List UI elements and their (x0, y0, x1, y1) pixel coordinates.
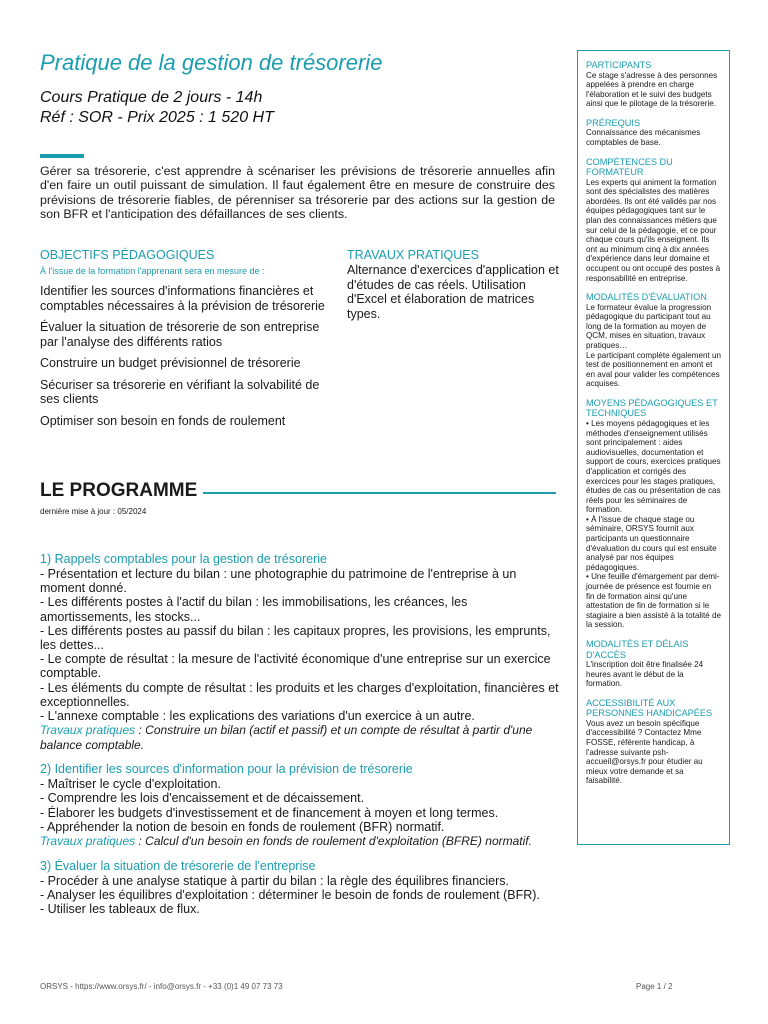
programme-module (40, 552, 560, 752)
sidebar-section-title: MOYENS PÉDAGOGIQUES ET TECHNIQUES (586, 397, 718, 419)
sidebar-section-text: Ce stage s'adresse à des personnes appelées à prendre en charge l'élaboration et le suivi des budgets ainsi que le pilotage de la trésorerie. (586, 70, 718, 109)
sidebar-section-title: MODALITÉS D'ÉVALUATION (586, 292, 707, 303)
module-line: - Les éléments du compte de résultat : les produits et les charges d'exploitation, financières et exceptionnelles. (40, 680, 559, 709)
module-practical-label: Travaux pratiques (40, 723, 136, 738)
sidebar-section-text: Le formateur évalue la progression pédagogique du participant tout au long de la formation au moyen de QCM, mises en situation, travaux pratiques… Le participant complète également un test de positionnement en amont et en aval pour valider les compétences acquises. (586, 302, 721, 389)
module-line: - Présentation et lecture du bilan : une photographie du patrimoine de l'entreprise à un moment donné. (40, 567, 517, 596)
objective-item: Optimiser son besoin en fonds de roulement (40, 413, 286, 428)
course-title: Pratique de la gestion de trésorerie (40, 50, 383, 75)
course-reference-price: Réf : SOR - Prix 2025 : 1 520 HT (40, 109, 274, 126)
sidebar-section-text: Connaissance des mécanismes comptables de base. (586, 128, 701, 147)
sidebar-section (586, 639, 721, 689)
sidebar-section-text: Les experts qui animent la formation sont des spécialistes des matières abordées. Ils ont été validés par nos équipes pédagogiques tant sur le plan des connaissances métiers que sur celui de la pédagogie, et ce pour chaque cours qu'ils enseignent. Ils ont au minimum cinq à dix années d'expérience dans leur domaine et occupent ou ont occupé des postes à responsabilité en entreprise. (586, 177, 721, 283)
last-update: dernière mise à jour : 05/2024 (40, 507, 147, 516)
programme-title: LE PROGRAMME (40, 480, 198, 501)
module-line: - Procéder à une analyse statique à partir du bilan : la règle des équilibres financiers. (40, 873, 510, 888)
intro-paragraph: Gérer sa trésorerie, c'est apprendre à scénariser les prévisions de trésorerie annuelles afin d'en faire un outil puissant de simulation. Il faut également être en mesure de construire des prévisions de trésorerie fiables, de pérenniser sa trésorerie par des actions sur la gestion de son BFR et l'anticipation des défaillances de ses clients. (40, 164, 555, 222)
objective-item: Évaluer la situation de trésorerie de son entreprise par l'analyse des différents ratios (40, 320, 320, 349)
module-line: - Élaborer les budgets d'investissement et de financement à moyen et long termes. (40, 805, 499, 820)
sidebar-section (586, 398, 721, 630)
sidebar-section-title: MODALITÉS ET DÉLAIS D'ACCÈS (586, 639, 689, 660)
page-number: Page 1 / 2 (636, 982, 673, 991)
objective-item: Construire un budget prévisionnel de trésorerie (40, 356, 301, 370)
objectives-list (40, 284, 332, 428)
sidebar-section-title: COMPÉTENCES DU FORMATEUR (586, 156, 673, 178)
module-title: 2) Identifier les sources d'information pour la prévision de trésorerie (40, 762, 413, 777)
module-line: - Les différents postes à l'actif du bilan : les immobilisations, les créances, les amortissements, les stocks... (40, 595, 468, 624)
objectives-title: OBJECTIFS PÉDAGOGIQUES (40, 248, 215, 262)
module-title: 3) Évaluer la situation de trésorerie de l'entreprise (40, 858, 316, 873)
module-line: - Le compte de résultat : la mesure de l'activité économique d'une entreprise sur un exercice comptable. (40, 652, 551, 681)
programme-module (40, 859, 560, 917)
footer-contact: ORSYS - https://www.orsys.fr/ - info@orsys.fr - +33 (0)1 49 07 73 73 (40, 982, 283, 991)
sidebar-section (586, 698, 721, 786)
module-line: - Les différents postes au passif du bilan : les capitaux propres, les provisions, les emprunts, les dettes... (40, 623, 551, 653)
sidebar-section-title: ACCESSIBILITÉ AUX PERSONNES HANDICAPÉES (586, 697, 713, 719)
module-line: - Comprendre les lois d'encaissement et de décaissement. (40, 791, 365, 806)
sidebar-section (586, 60, 721, 109)
module-practical-text: : Construire un bilan (actif et passif) et un compte de résultat à partir d'une balance comptable. (40, 723, 533, 752)
sidebar-section-text: • Les moyens pédagogiques et les méthodes d'enseignement utilisés sont principalement : aides audiovisuelles, documentation et support de cours, exercices pratiques d'application et corrigés des exercices pour les stages pratiques, études de cas ou présentation de cas réels pour les séminaires de formation. • À l'issue de chaque stage ou séminaire, ORSYS fournit aux participants un questionnaire d'évaluation du cours qui est ensuite analysé par nos équipes pédagogiques. • Une feuille d'émargement par demi-journée de présence est fournie en fin de formation ainsi qu'une attestation de fin de formation si le stagiaire a bien assisté à la totalité de la session. (586, 418, 721, 630)
sidebar-section (586, 292, 721, 389)
accent-divider (40, 154, 84, 158)
module-line: - Analyser les équilibres d'exploitation : déterminer le besoin de fonds de roulement (BFR). (40, 887, 540, 902)
sidebar-section-text: L'inscription doit être finalisée 24 heures avant le début de la formation. (586, 660, 704, 689)
sidebar-section-title: PRÉREQUIS (586, 117, 641, 128)
practical-title: TRAVAUX PRATIQUES (347, 248, 479, 262)
module-practical (40, 723, 560, 752)
programme-modules (40, 552, 560, 926)
course-subtitle (40, 88, 274, 128)
programme-rule (203, 492, 556, 494)
module-practical (40, 834, 560, 849)
module-practical-label: Travaux pratiques (40, 834, 136, 849)
sidebar-section-title: PARTICIPANTS (586, 60, 652, 70)
practical-text: Alternance d'exercices d'application et d'études de cas réels. Utilisation d'Excel et élaboration de matrices types. (347, 263, 559, 321)
objectives-subtitle: À l'issue de la formation l'apprenant sera en mesure de : (40, 266, 265, 276)
module-title: 1) Rappels comptables pour la gestion de trésorerie (40, 552, 327, 566)
programme-module (40, 762, 560, 848)
info-sidebar (577, 50, 730, 845)
practical-section (347, 248, 569, 321)
sidebar-section (586, 157, 721, 284)
objective-item: Identifier les sources d'informations financières et comptables nécessaires à la prévision de trésorerie (40, 284, 325, 313)
sidebar-section-text: Vous avez un besoin spécifique d'accessibilité ? Contactez Mme FOSSE, référente handicap, à l'adresse suivante psh-accueil@orsys.fr pour étudier au mieux votre demande et sa faisabilité. (586, 718, 703, 786)
module-line: - Maîtriser le cycle d'exploitation. (40, 777, 221, 792)
objective-item: Sécuriser sa trésorerie en vérifiant la solvabilité de ses clients (40, 377, 320, 406)
module-practical-text: : Calcul d'un besoin en fonds de roulement d'exploitation (BFRE) normatif. (135, 834, 532, 849)
module-line: - Utiliser les tableaux de flux. (40, 901, 200, 916)
course-duration: Cours Pratique de 2 jours - 14h (40, 89, 263, 106)
programme-heading (40, 480, 556, 502)
sidebar-section (586, 118, 721, 148)
module-line: - Appréhender la notion de besoin en fonds de roulement (BFR) normatif. (40, 819, 445, 834)
objectives-section (40, 248, 332, 435)
module-line: - L'annexe comptable : les explications des variations d'un exercice à un autre. (40, 709, 475, 724)
